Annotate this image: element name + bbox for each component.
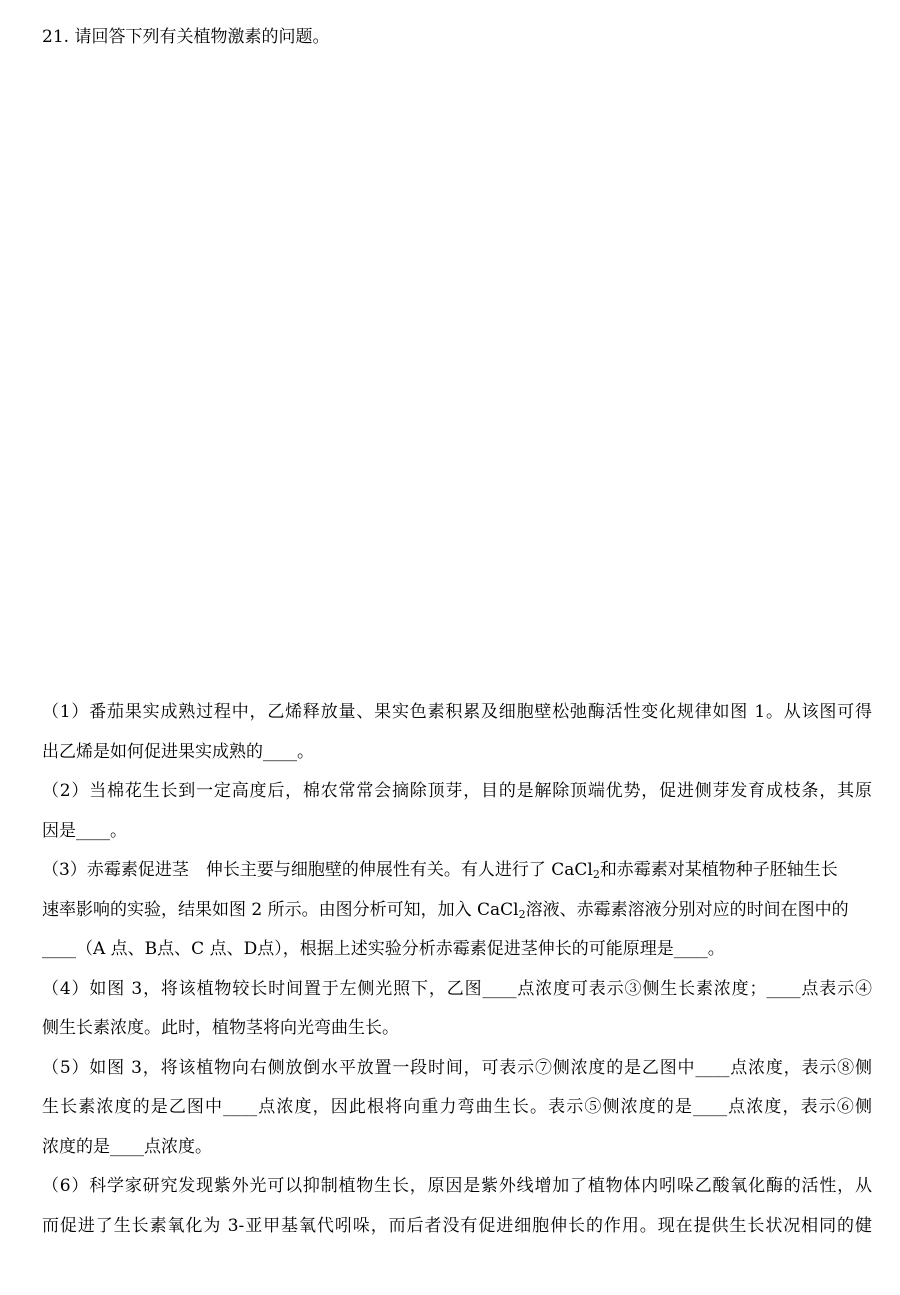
text-line-5-rest: 和赤霉素对某植物种子胚轴生长 (599, 860, 838, 880)
text-line-11: 生长素浓度的是乙图中____点浓度，因此根将向重力弯曲生长。表示⑤侧浓度的是____点浓度，表示⑥侧 (42, 1097, 872, 1117)
text-line-3: （2）当棉花生长到一定高度后，棉农常常会摘除顶芽，目的是解除顶端优势，促进侧芽发育成枝条，其原 (42, 781, 872, 801)
text-line-7: ____（A 点、B点、C 点、D点），根据上述实验分析赤霉素促进茎伸长的可能原理是____。 (42, 939, 725, 959)
question-body (42, 693, 872, 1246)
text-line-1: （1）番茄果实成熟过程中，乙烯释放量、果实色素积累及细胞壁松弛酶活性变化规律如图 1。从该图可得 (42, 702, 872, 722)
figure-placeholder (42, 60, 862, 680)
text-line-8: （4）如图 3，将该植物较长时间置于左侧光照下，乙图____点浓度可表示③侧生长素浓度；____点表示④ (42, 978, 872, 999)
text-line-13: （6）科学家研究发现紫外光可以抑制植物生长，原因是紫外线增加了植物体内吲哚乙酸氧化酶的活性，从 (42, 1176, 872, 1196)
question-title: 21. 请回答下列有关植物激素的问题。 (42, 27, 330, 47)
text-line-2: 出乙烯是如何促进果实成熟的____。 (42, 741, 314, 762)
text-line-9: 侧生长素浓度。此时，植物茎将向光弯曲生长。 (42, 1018, 399, 1038)
text-line-14: 而促进了生长素氧化为 3-亚甲基氧代吲哚，而后者没有促进细胞伸长的作用。现在提供生长状况相同的健 (42, 1215, 872, 1236)
text-line-6 (42, 891, 872, 931)
subscript-2: 2 (592, 868, 600, 881)
text-line-6-main: 速率影响的实验，结果如图 2 所示。由图分析可知，加入 CaCl (42, 899, 519, 920)
text-line-5-main: （3）赤霉素促进茎 伸长主要与细胞壁的伸展性有关。有人进行了 CaCl (42, 860, 593, 880)
subscript-2: 2 (518, 907, 526, 921)
text-line-10: （5）如图 3，将该植物向右侧放倒水平放置一段时间，可表示⑦侧浓度的是乙图中____点浓度，表示⑧侧 (42, 1057, 872, 1078)
text-line-6-rest: 溶液、赤霉素溶液分别对应的时间在图中的 (525, 899, 849, 920)
text-line-5 (42, 851, 872, 891)
text-line-4: 因是____。 (42, 820, 127, 841)
text-line-12: 浓度的是____点浓度。 (42, 1136, 212, 1157)
